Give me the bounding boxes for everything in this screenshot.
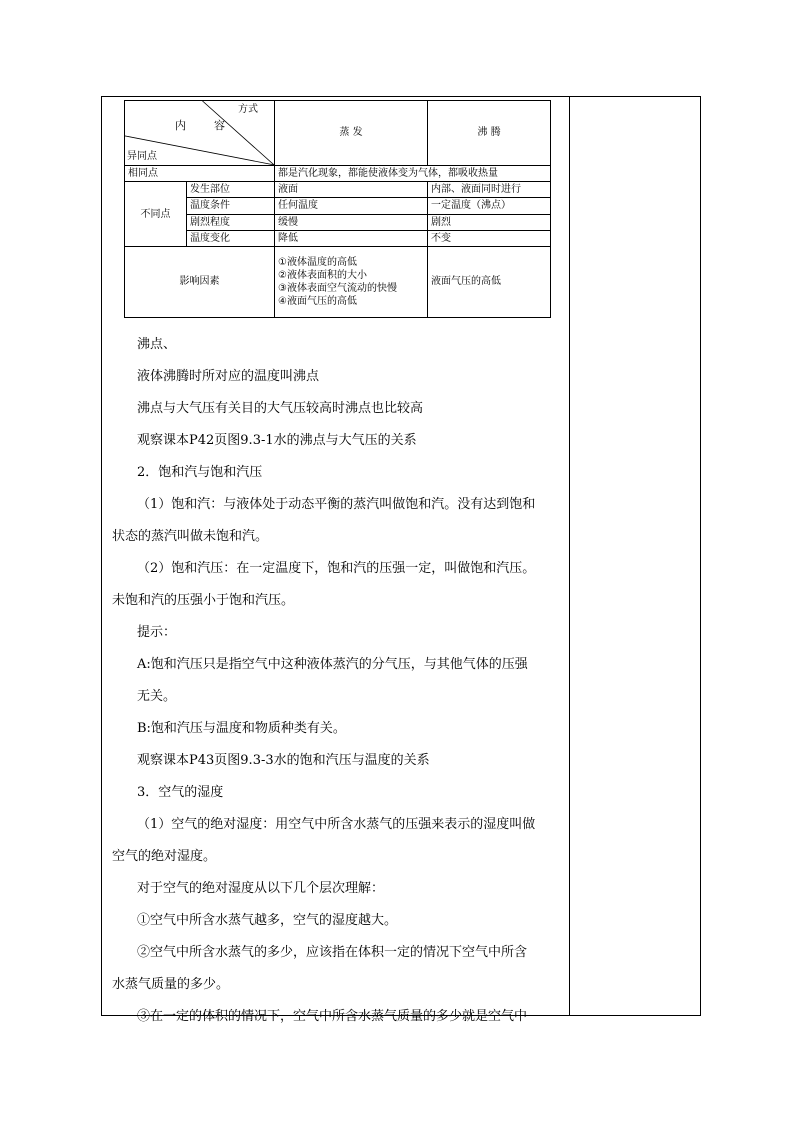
factor-boiling: 液面气压的高低 — [428, 246, 551, 317]
table-header-row — [125, 101, 551, 166]
diff-boiling: 内部、液面同时进行 — [428, 182, 551, 198]
paragraph: A:饱和汽压只是指空气中这种液体蒸汽的分气压，与其他气体的压强 — [137, 657, 528, 672]
comparison-table — [124, 100, 550, 318]
header-fangshi: 方式 — [238, 104, 258, 115]
diagonal-header-cell — [125, 101, 275, 166]
factor-item: ③液体表面空气流动的快慢 — [278, 282, 397, 294]
diff-evaporation: 降低 — [275, 230, 428, 246]
table-row — [125, 246, 551, 317]
header-yitongdian: 异同点 — [127, 150, 157, 162]
paragraph: 观察课本P42页图9.3-1水的沸点与大气压的关系 — [137, 433, 417, 448]
factor-evaporation — [275, 246, 428, 317]
paragraph: ③在一定的体积的情况下，空气中所含水蒸气质量的多少就是空气中 — [137, 1009, 528, 1024]
lesson-frame — [101, 96, 701, 1024]
factor-item: ②液体表面积的大小 — [278, 269, 367, 281]
paragraph: 无关。 — [137, 689, 177, 704]
paragraph: （2）饱和汽压：在一定温度下，饱和汽的压强一定，叫做饱和汽压。 — [137, 561, 536, 576]
diff-item: 剧烈程度 — [187, 214, 275, 230]
paragraph: 沸点、 — [137, 337, 177, 352]
section-heading: 3．空气的湿度 — [137, 785, 224, 800]
paragraph: ①空气中所含水蒸气越多，空气的湿度越大。 — [137, 913, 398, 928]
same-label: 相同点 — [125, 165, 275, 181]
paragraph: 空气的绝对湿度。 — [112, 849, 217, 864]
paragraph: ②空气中所含水蒸气的多少，应该指在体积一定的情况下空气中所含 — [137, 945, 528, 960]
paragraph: 状态的蒸汽叫做未饱和汽。 — [112, 529, 269, 544]
same-value: 都是汽化现象，都能使液体变为气体，都吸收热量 — [275, 165, 551, 181]
diff-item: 温度条件 — [187, 198, 275, 214]
diff-boiling: 不变 — [428, 230, 551, 246]
diff-boiling: 一定温度（沸点） — [428, 198, 551, 214]
diff-item: 发生部位 — [187, 182, 275, 198]
paragraph: 沸点与大气压有关目的大气压较高时沸点也比较高 — [137, 401, 424, 416]
paragraph: （1）饱和汽：与液体处于动态平衡的蒸汽叫做饱和汽。没有达到饱和 — [137, 497, 536, 512]
factor-item: ④液面气压的高低 — [278, 295, 357, 307]
section-heading: 2．饱和汽与饱和汽压 — [137, 465, 263, 480]
paragraph: 观察课本P43页图9.3-3水的饱和汽压与温度的关系 — [137, 753, 430, 768]
paragraph: （1）空气的绝对湿度：用空气中所含水蒸气的压强来表示的湿度叫做 — [137, 817, 536, 832]
table-row — [125, 165, 551, 181]
paragraph: 水蒸气质量的多少。 — [112, 977, 230, 992]
paragraph: 对于空气的绝对湿度从以下几个层次理解： — [137, 881, 385, 896]
diff-item: 温度变化 — [187, 230, 275, 246]
factor-label: 影响因素 — [125, 246, 275, 317]
paragraph: 提示： — [137, 625, 177, 640]
diff-evaporation: 液面 — [275, 182, 428, 198]
paragraph: B:饱和汽压与温度和物质种类有关。 — [137, 721, 346, 736]
factor-item: ①液体温度的高低 — [278, 256, 357, 268]
diff-evaporation: 任何温度 — [275, 198, 428, 214]
diff-evaporation: 缓慢 — [275, 214, 428, 230]
column-divider — [569, 97, 570, 1015]
table-row — [125, 230, 551, 246]
table-row — [125, 214, 551, 230]
header-neirong: 内容 — [175, 119, 253, 132]
lesson-body-text — [112, 329, 562, 1033]
table-row — [125, 198, 551, 214]
paragraph: 未饱和汽的压强小于饱和汽压。 — [112, 593, 295, 608]
diff-label: 不同点 — [125, 182, 187, 247]
column-header-evaporation: 蒸 发 — [275, 101, 428, 166]
diff-boiling: 剧烈 — [428, 214, 551, 230]
paragraph: 液体沸腾时所对应的温度叫沸点 — [137, 369, 320, 384]
table-row — [125, 182, 551, 198]
column-header-boiling: 沸 腾 — [428, 101, 551, 166]
